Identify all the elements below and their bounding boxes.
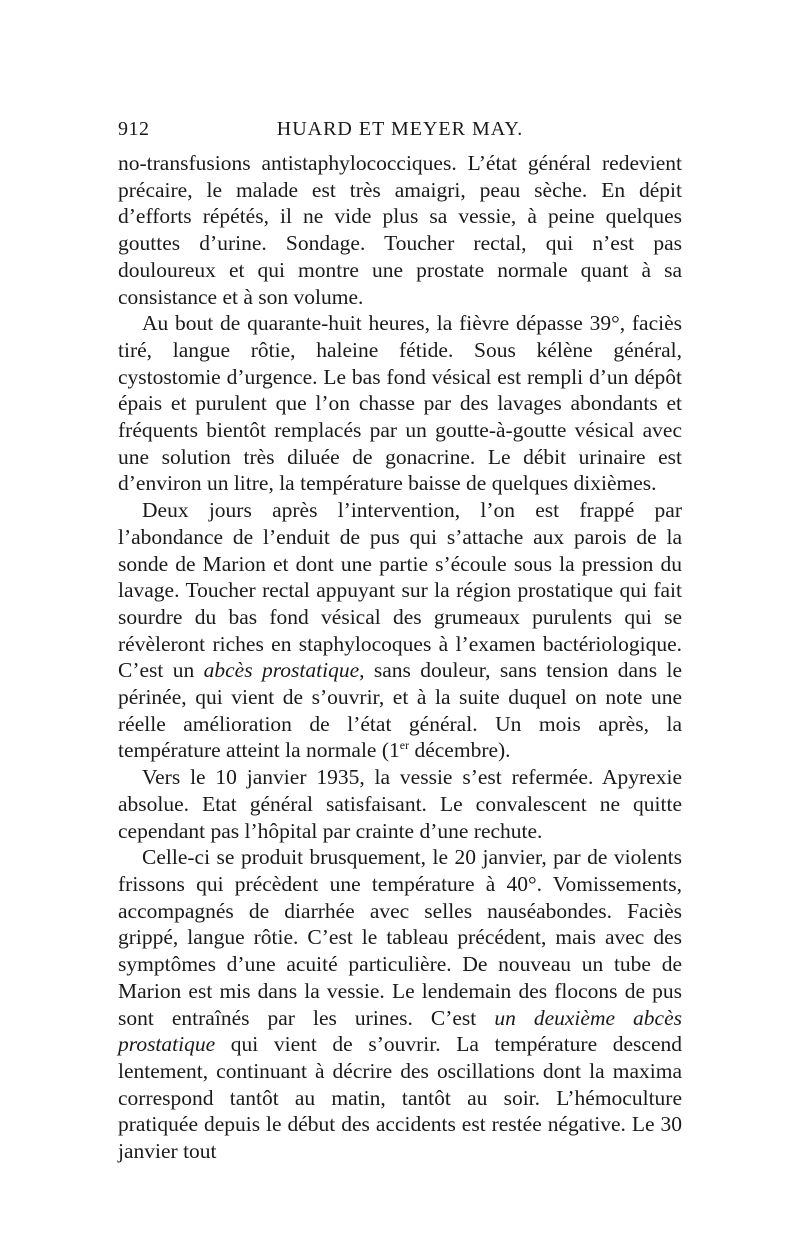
page-header (118, 118, 682, 150)
text-segment: Vers le 10 janvier 1935, la vessie s’est refermée. Apyrexie absolue. Etat général satisfaisant. Le convalescent ne quitte cependant pas l’hôpital par crainte d’une rechute. (118, 765, 682, 843)
italic-phrase: un deuxième abcès prostatique (118, 1005, 683, 1057)
paragraph (118, 764, 682, 844)
italic-phrase: abcès prostatique, (203, 658, 365, 683)
paragraph (118, 310, 682, 497)
text-segment: Deux jours après l’intervention, l’on est frappé par l’abondance de l’enduit de pus qui s’attache aux parois de la sonde de Marion et dont une partie s’écoule sous la pression du lavage. Toucher rectal appuyant sur la région prostatique qui fait sourdre du bas fond vésical des grumeaux purulents qui se révèleront riches en staphylocoques à l’examen bactériologique. C’est un (118, 498, 682, 683)
text-segment: décembre). (409, 738, 511, 763)
text-segment: no-transfusions antistaphylococciques. L’état général redevient précaire, le malade est très amaigri, peau sèche. En dépit d’efforts répétés, il ne vide plus sa vessie, à peine quelques gouttes d’urine. Sondage. Toucher rectal, qui n’est pas douloureux et qui montre une prostate normale quant à sa consistance et à son volume. (118, 151, 682, 309)
paragraph (118, 844, 682, 1164)
text-segment: sans douleur, sans tension dans le périnée, qui vient de s’ouvrir, et à la suite duquel on note une réelle amélioration de l’état général. Un mois après, la température atteint la normale (1 (118, 658, 683, 763)
paragraph (118, 150, 682, 310)
text-segment: Au bout de quarante-huit heures, la fièvre dépasse 39°, faciès tiré, langue rôtie, haleine fétide. Sous kélène général, cystostomie d’urgence. Le bas fond vésical est rempli d’un dépôt épais et purulent que l’on chasse par des lavages abondants et fréquents bientôt remplacés par un goutte-à-goutte vésical avec une solution très diluée de gonacrine. Le débit urinaire est d’environ un litre, la température baisse de quelques dixièmes. (118, 311, 682, 496)
superscript: er (399, 738, 410, 753)
page-number: 912 (118, 118, 150, 140)
paragraph (118, 497, 682, 764)
text-segment: qui vient de s’ouvrir. La température descend lentement, continuant à décrire des oscillations dont la maxima correspond tantôt au matin, tantôt au soir. L’hémoculture pratiquée depuis le début des accidents est restée négative. Le 30 janvier tout (118, 1032, 682, 1164)
book-page (118, 118, 682, 1165)
text-segment: Celle-ci se produit brusquement, le 20 janvier, par de violents frissons qui précèdent une température à 40°. Vomissements, accompagnés de diarrhée avec selles nauséabondes. Faciès grippé, langue rôtie. C’est le tableau précédent, mais avec des symptômes d’une acuité particulière. De nouveau un tube de Marion est mis dans la vessie. Le lendemain des flocons de pus sont entraînés par les urines. C’est (118, 845, 682, 1030)
running-head: HUARD ET MEYER MAY. (276, 118, 524, 140)
body-text (118, 150, 682, 1165)
